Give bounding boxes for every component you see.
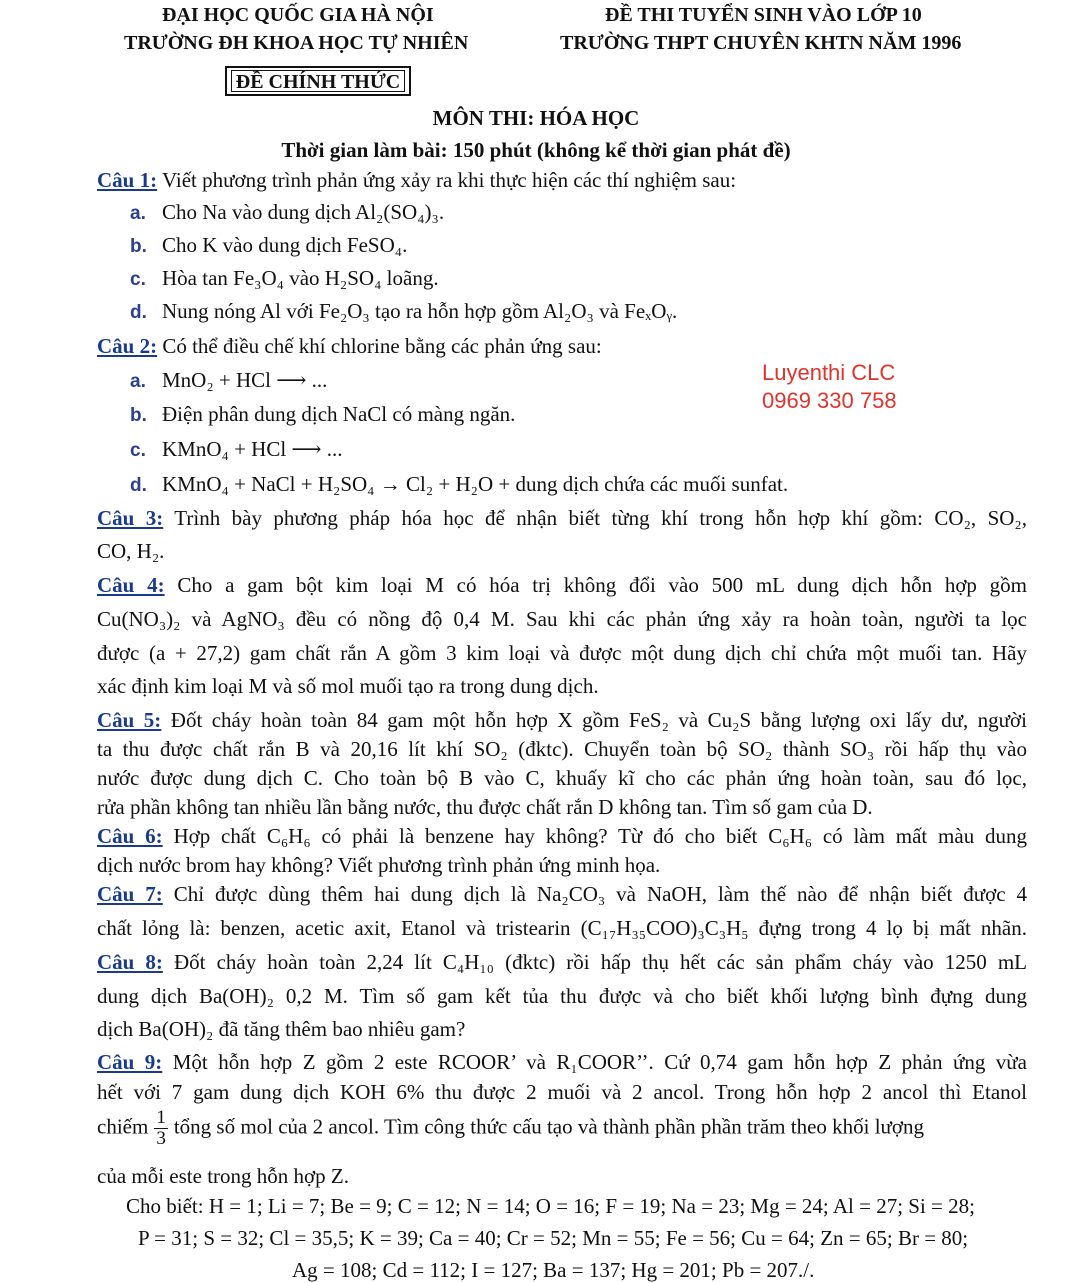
question-7-line-1: Câu 7: Chỉ được dùng thêm hai dung dịch là Na₂CO₃ và NaOH, làm thế nào để nhận biết được 4 [97,882,1028,906]
question-1-item-b: b. Cho K vào dung dịch FeSO₄. [130,233,408,257]
question-9-line-3: chiếm $\frac{1}{3}$ tổng số mol của 2 ancol. Tìm công thức cấu tạo và thành phần phần trăm theo khối lượng [97,1107,925,1149]
subject-title: MÔN THI: HÓA HỌC [432,106,640,130]
question-7-line-2: chất lỏng là: benzen, acetic axit, Etanol và tristearin (C₁₇H₃₅COO)₃C₃H₅ đựng trong 4 lọ bị mất nhãn. [97,916,1027,940]
question-5-line-1: Câu 5: Đốt cháy hoàn toàn 84 gam một hỗn hợp X gồm FeS₂ và Cu₂S bằng lượng oxi lấy dư, người [97,708,1027,732]
question-3-line-1: Câu 3: Trình bày phương pháp hóa học để nhận biết từng khí trong hỗn hợp khí gồm: CO₂, SO₂, [97,506,1027,530]
question-2 [97,334,602,359]
atomic-masses-line-2: P = 31; S = 32; Cl = 35,5; K = 39; Ca = 40; Cr = 52; Mn = 55; Fe = 56; Cu = 64; Zn = 65; Br = 80; [138,1226,969,1250]
contact-phone: 0969 330 758 [762,388,897,413]
contact-name: Luyenthi CLC [762,360,896,385]
question-8-line-3: dịch Ba(OH)₂ đã tăng thêm bao nhiêu gam? [97,1017,466,1041]
question-9-line-2: hết với 7 gam dung dịch KOH 6% thu được 2 muối và 2 ancol. Trong hỗn hợp 2 ancol thì Etanol [97,1080,1027,1104]
question-2-text: Có thể điều chế khí chlorine bằng các phản ứng sau: [157,334,602,358]
question-1 [97,168,736,193]
question-1-item-c: c. Hòa tan Fe₃O₄ vào H₂SO₄ loãng. [130,266,439,290]
question-1-text: Viết phương trình phản ứng xảy ra khi thực hiện các thí nghiệm sau: [157,168,737,192]
question-8-label: Câu 8: [97,950,163,974]
question-4-line-4: xác định kim loại M và số mol muối tạo ra trong dung dịch. [97,674,599,698]
question-1-item-d: d. Nung nóng Al với Fe₂O₃ tạo ra hỗn hợp gồm Al₂O₃ và FeₓOᵧ. [130,299,678,323]
question-4-line-1: Câu 4: Cho a gam bột kim loại M có hóa trị không đổi vào 500 mL dung dịch hỗn hợp gồm [97,573,1028,597]
question-3-line-2: CO, H₂. [97,539,165,563]
question-9-line-1: Câu 9: Một hỗn hợp Z gồm 2 este RCOOR’ và R₁COOR’’. Cứ 0,74 gam hỗn hợp Z phản ứng vừa [97,1050,1027,1074]
question-8-line-1: Câu 8: Đốt cháy hoàn toàn 2,24 lít C₄H₁₀ (đktc) rồi hấp thụ hết các sản phẩm cháy vào 1250 mL [97,950,1027,974]
question-5-line-4: rửa phần không tan nhiều lần bằng nước, thu được chất rắn D không tan. Tìm số gam của D. [97,795,873,819]
school-name: TRƯỜNG THPT CHUYÊN KHTN NĂM 1996 [560,32,962,54]
atomic-masses-line-3: Ag = 108; Cd = 112; I = 127; Ba = 137; Hg = 201; Pb = 207./. [292,1258,815,1282]
fraction-one-third: $\frac{1}{3}$ [156,1107,166,1149]
question-1-item-a: a. Cho Na vào dung dịch Al₂(SO₄)₃. [130,200,445,224]
question-5-line-3: nước được dung dịch C. Cho toàn bộ B vào C, khuấy kĩ cho các phản ứng hoàn toàn, sau đó lọc, [97,766,1027,790]
question-2-item-d: d. KMnO₄ + NaCl + H₂SO₄ → Cl₂ + H₂O + dung dịch chứa các muối sunfat. [130,472,789,496]
official-stamp-label: ĐỀ CHÍNH THỨC [231,70,405,92]
exam-title: ĐỀ THI TUYỂN SINH VÀO LỚP 10 [605,4,922,26]
question-2-item-a: a. MnO₂ + HCl ⟶ ... [130,368,328,392]
question-5-label: Câu 5: [97,708,162,732]
question-4-line-3: được (a + 27,2) gam chất rắn A gồm 3 kim loại và được một dung dịch chỉ chứa một muối tan. Hãy [97,641,1027,665]
question-9-line-4: của mỗi este trong hỗn hợp Z. [97,1164,349,1188]
question-1-label: Câu 1: [97,168,158,192]
question-4-line-2: Cu(NO₃)₂ và AgNO₃ đều có nồng độ 0,4 M. Sau khi các phản ứng xảy ra hoàn toàn, người ta lọc [97,607,1027,631]
question-2-label: Câu 2: [97,334,158,358]
faculty-name: TRƯỜNG ĐH KHOA HỌC TỰ NHIÊN [124,32,469,54]
question-4-label: Câu 4: [97,573,165,597]
question-6-label: Câu 6: [97,824,163,848]
question-5-line-2: ta thu được chất rắn B và 20,16 lít khí SO₂ (đktc). Chuyển toàn bộ SO₂ thành SO₃ rồi hấp thụ vào [97,737,1027,761]
question-6-line-2: dịch nước brom hay không? Viết phương trình phản ứng minh họa. [97,853,661,877]
question-2-item-c: c. KMnO₄ + HCl ⟶ ... [130,437,343,461]
question-6-line-1: Câu 6: Hợp chất C₆H₆ có phải là benzene hay không? Từ đó cho biết C₆H₆ có làm mất màu dung [97,824,1028,848]
question-8-line-2: dung dịch Ba(OH)₂ 0,2 M. Tìm số gam kết tủa thu được và cho biết khối lượng bình đựng dung [97,984,1027,1008]
question-9-label: Câu 9: [97,1050,163,1074]
atomic-masses-line-1: Cho biết: H = 1; Li = 7; Be = 9; C = 12; N = 14; O = 16; F = 19; Na = 23; Mg = 24; Al = 27; Si = 28; [126,1194,975,1218]
official-stamp [225,66,411,96]
question-7-label: Câu 7: [97,882,163,906]
question-2-item-b: b. Điện phân dung dịch NaCl có màng ngăn. [130,402,516,426]
exam-duration: Thời gian làm bài: 150 phút (không kể thời gian phát đề) [281,138,791,162]
university-name: ĐẠI HỌC QUỐC GIA HÀ NỘI [162,4,434,26]
question-3-label: Câu 3: [97,506,164,530]
